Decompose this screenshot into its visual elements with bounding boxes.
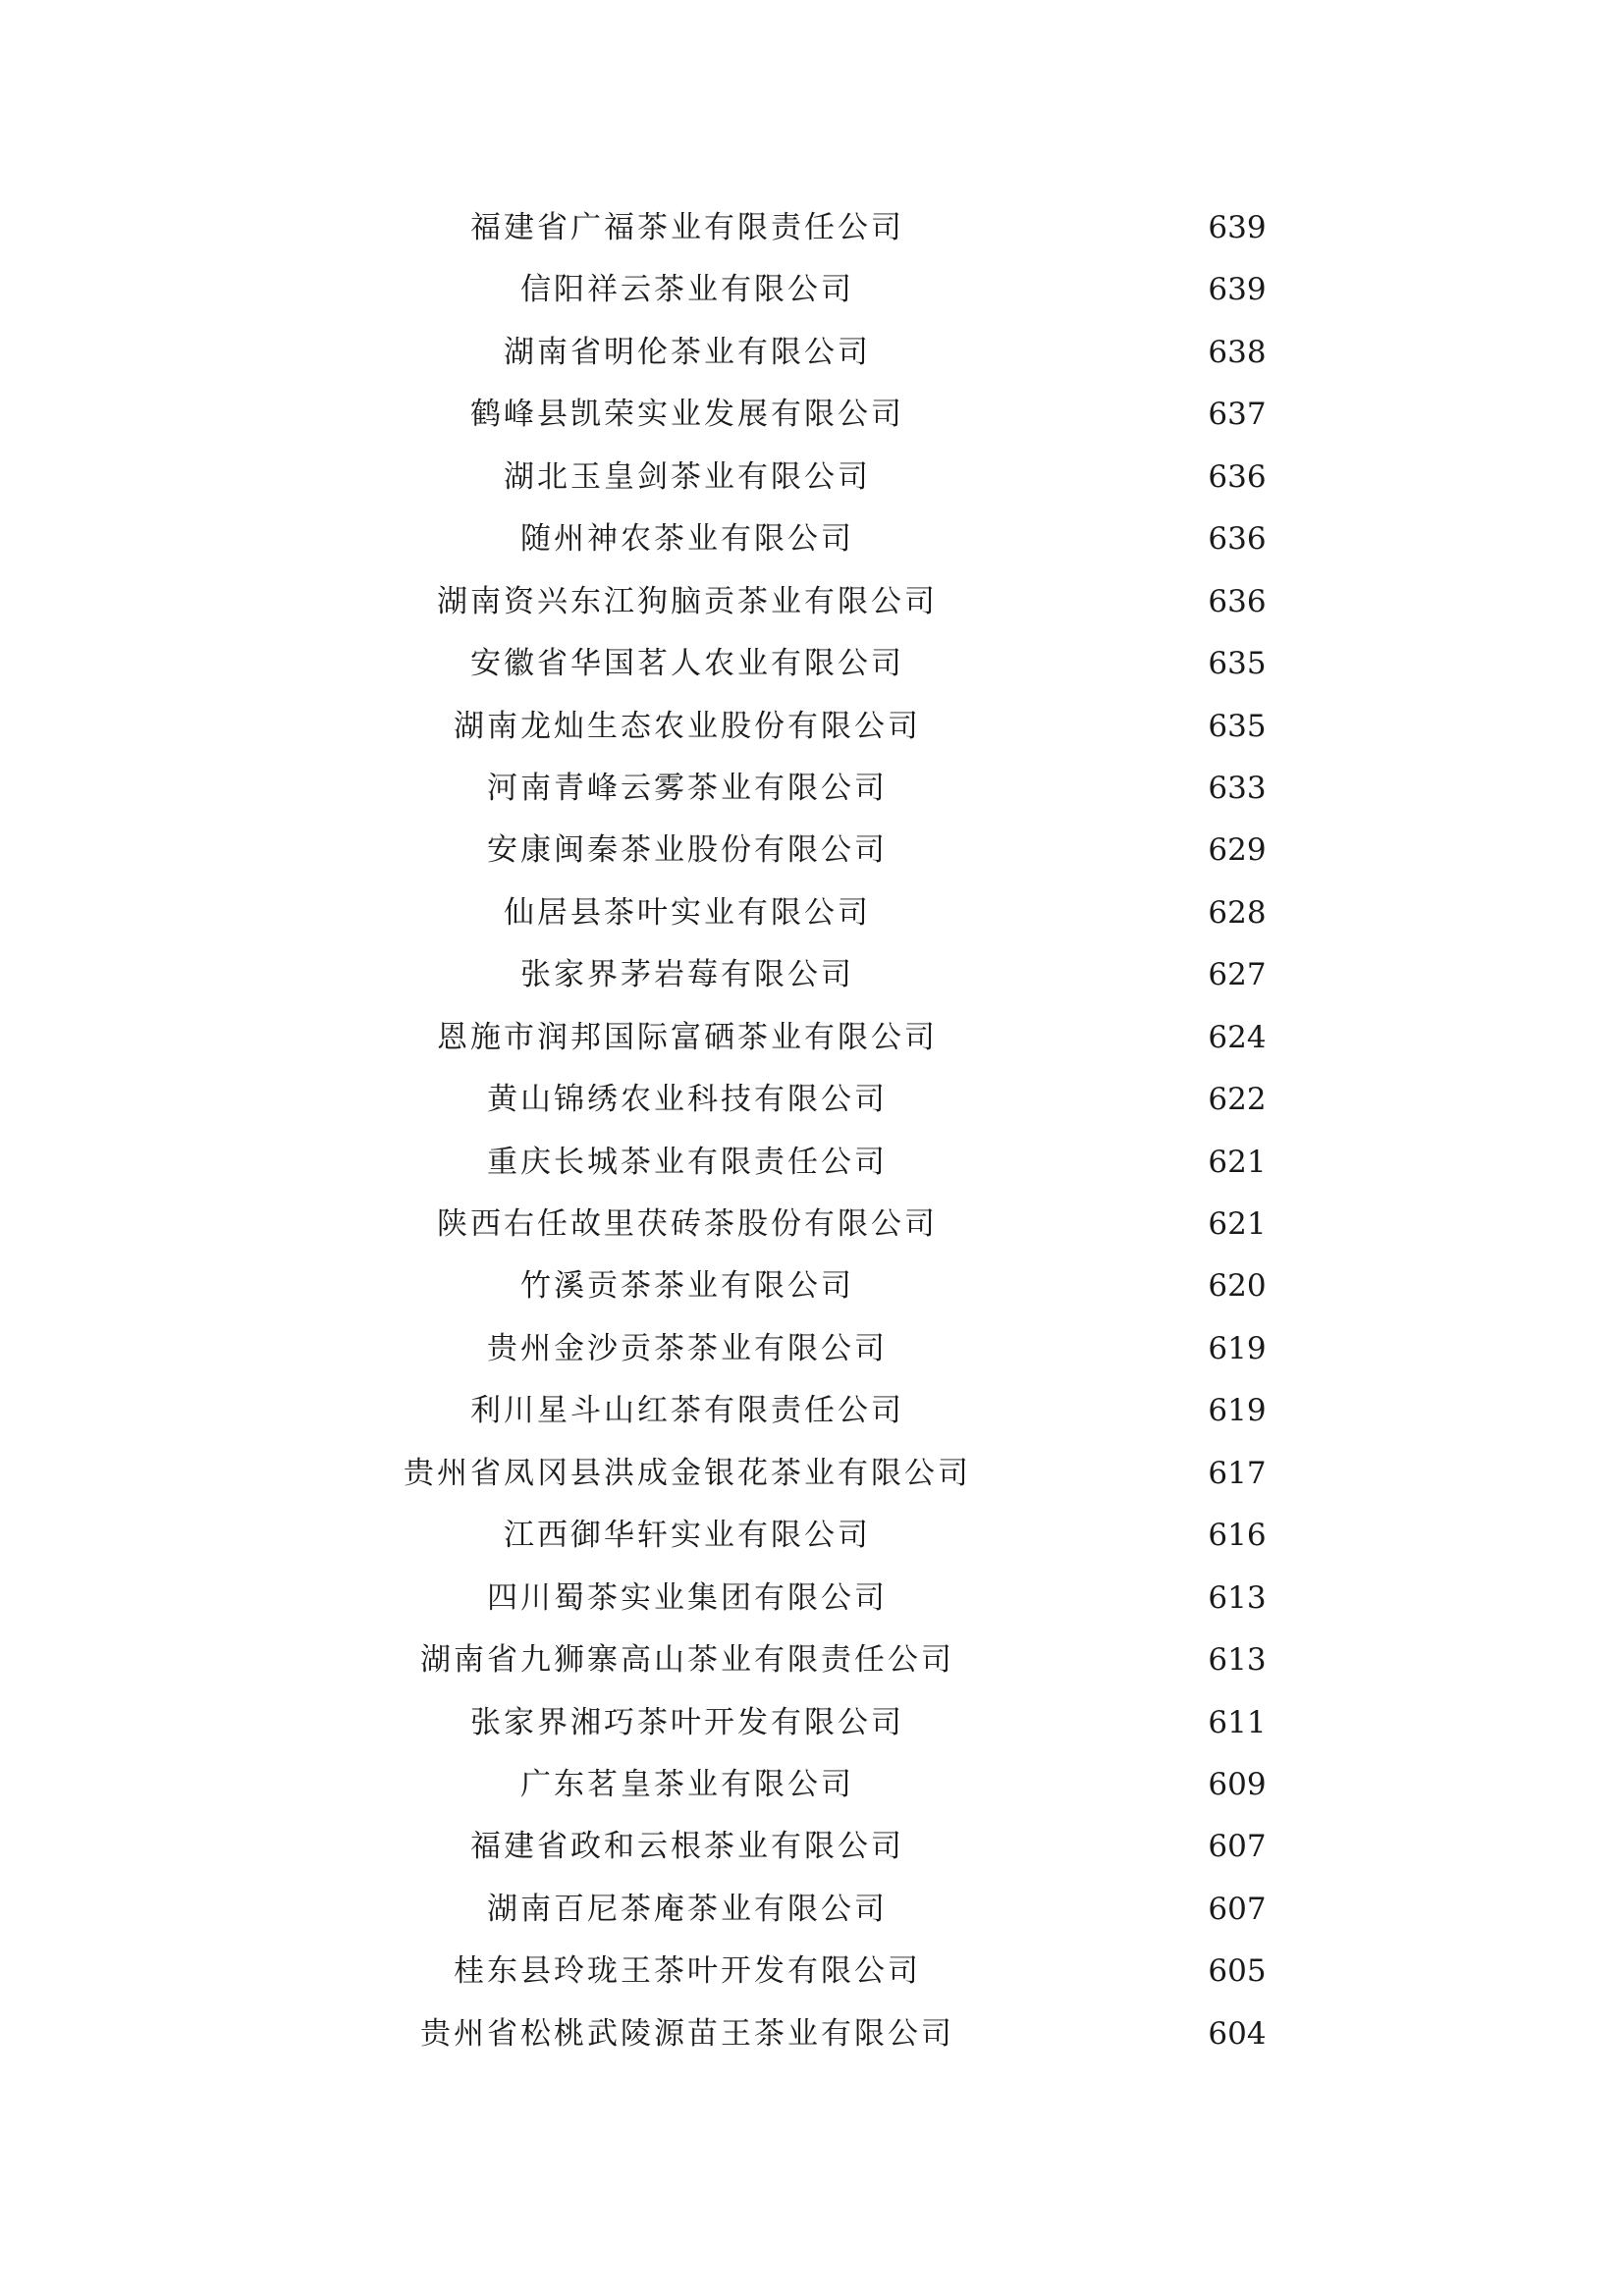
company-name: 张家界湘巧茶叶开发有限公司 <box>470 1704 904 1740</box>
company-score: 627 <box>1208 957 1267 993</box>
company-score: 637 <box>1208 397 1267 433</box>
company-score: 607 <box>1208 1891 1267 1927</box>
company-name: 贵州金沙贡茶茶业有限公司 <box>487 1330 888 1366</box>
company-score: 616 <box>1208 1518 1267 1554</box>
company-score-table <box>0 197 1624 2065</box>
company-name: 重庆长城茶业有限责任公司 <box>487 1144 888 1180</box>
table-row <box>0 944 1624 1006</box>
table-row <box>0 1443 1624 1505</box>
company-name: 仙居县茶叶实业有限公司 <box>504 894 871 931</box>
company-score: 605 <box>1208 1953 1267 1990</box>
company-score: 636 <box>1208 583 1267 619</box>
table-row <box>0 384 1624 446</box>
company-name: 贵州省松桃武陵源苗王茶业有限公司 <box>420 2015 954 2052</box>
company-score: 621 <box>1208 1144 1267 1180</box>
table-row <box>0 820 1624 881</box>
company-name: 陕西右任故里茯砖茶股份有限公司 <box>437 1206 938 1242</box>
company-name: 河南青峰云雾茶业有限公司 <box>487 770 888 806</box>
company-name: 湖南省九狮寨高山茶业有限责任公司 <box>420 1642 954 1679</box>
company-name: 湖南省明伦茶业有限公司 <box>504 334 871 370</box>
company-name: 广东茗皇茶业有限公司 <box>520 1766 854 1802</box>
company-score: 638 <box>1208 334 1267 370</box>
company-name: 江西御华轩实业有限公司 <box>504 1518 871 1554</box>
company-name: 安徽省华国茗人农业有限公司 <box>470 646 904 682</box>
company-score: 636 <box>1208 521 1267 558</box>
company-score: 617 <box>1208 1455 1267 1491</box>
company-name: 四川蜀茶实业集团有限公司 <box>487 1579 888 1616</box>
table-row <box>0 633 1624 695</box>
company-score: 604 <box>1208 2015 1267 2052</box>
company-name: 福建省广福茶业有限责任公司 <box>470 210 904 245</box>
company-score: 639 <box>1208 210 1267 245</box>
company-score: 613 <box>1208 1579 1267 1616</box>
company-name: 信阳祥云茶业有限公司 <box>520 272 854 308</box>
table-row <box>0 1505 1624 1567</box>
company-score: 636 <box>1208 458 1267 495</box>
table-row <box>0 1879 1624 1941</box>
table-row <box>0 1194 1624 1255</box>
table-row <box>0 447 1624 508</box>
table-row <box>0 322 1624 384</box>
company-score: 620 <box>1208 1268 1267 1305</box>
company-score: 635 <box>1208 708 1267 744</box>
table-row <box>0 259 1624 321</box>
company-score: 619 <box>1208 1330 1267 1366</box>
company-score: 613 <box>1208 1642 1267 1679</box>
company-name: 黄山锦绣农业科技有限公司 <box>487 1082 888 1118</box>
company-name: 湖北玉皇剑茶业有限公司 <box>504 458 871 495</box>
table-row <box>0 197 1624 259</box>
company-score: 609 <box>1208 1766 1267 1802</box>
company-name: 福建省政和云根茶业有限公司 <box>470 1829 904 1865</box>
table-row <box>0 1132 1624 1194</box>
company-name: 随州神农茶业有限公司 <box>520 521 854 558</box>
table-row <box>0 1629 1624 1691</box>
table-row <box>0 758 1624 820</box>
table-row <box>0 696 1624 758</box>
table-row <box>0 1318 1624 1380</box>
company-name: 张家界茅岩莓有限公司 <box>520 957 854 993</box>
company-score: 621 <box>1208 1206 1267 1242</box>
table-row <box>0 1069 1624 1131</box>
table-row <box>0 1568 1624 1629</box>
company-score: 619 <box>1208 1393 1267 1429</box>
table-row <box>0 508 1624 570</box>
table-row <box>0 2003 1624 2065</box>
company-score: 633 <box>1208 770 1267 806</box>
company-score: 611 <box>1208 1704 1267 1740</box>
table-row <box>0 1692 1624 1754</box>
company-name: 湖南龙灿生态农业股份有限公司 <box>454 708 921 744</box>
company-score: 607 <box>1208 1829 1267 1865</box>
company-name: 贵州省凤冈县洪成金银花茶业有限公司 <box>404 1455 971 1491</box>
company-score: 622 <box>1208 1082 1267 1118</box>
company-name: 湖南百尼茶庵茶业有限公司 <box>487 1891 888 1927</box>
table-row <box>0 1941 1624 2002</box>
table-row <box>0 882 1624 944</box>
table-row <box>0 571 1624 633</box>
company-score: 635 <box>1208 646 1267 682</box>
company-name: 恩施市润邦国际富硒茶业有限公司 <box>437 1019 938 1055</box>
company-score: 629 <box>1208 832 1267 869</box>
table-row <box>0 1255 1624 1317</box>
company-name: 安康闽秦茶业股份有限公司 <box>487 832 888 869</box>
table-row <box>0 1380 1624 1442</box>
table-row <box>0 1754 1624 1816</box>
company-score: 639 <box>1208 272 1267 308</box>
company-name: 鹤峰县凯荣实业发展有限公司 <box>470 397 904 433</box>
table-row <box>0 1007 1624 1069</box>
company-score: 624 <box>1208 1019 1267 1055</box>
company-name: 竹溪贡茶茶业有限公司 <box>520 1268 854 1305</box>
company-name: 桂东县玲珑王茶叶开发有限公司 <box>454 1953 921 1990</box>
table-row <box>0 1816 1624 1878</box>
company-name: 利川星斗山红茶有限责任公司 <box>470 1393 904 1429</box>
company-score: 628 <box>1208 894 1267 931</box>
company-name: 湖南资兴东江狗脑贡茶业有限公司 <box>437 583 938 619</box>
